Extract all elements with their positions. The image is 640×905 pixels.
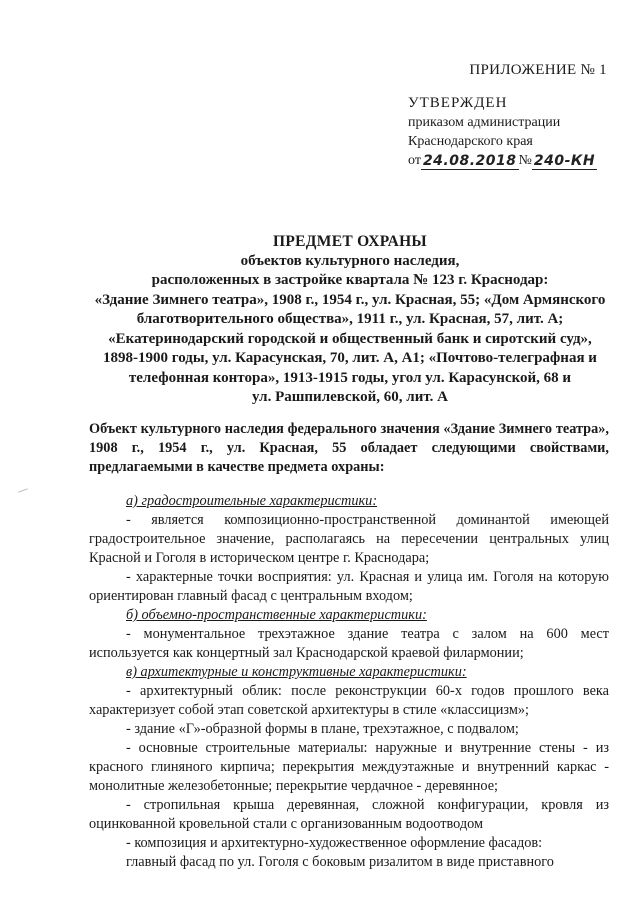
section-b-item: - монументальное трехэтажное здание театра с залом на 600 мест используется как концертный зал Краснодарской краевой филармонии; [89, 626, 609, 661]
lead-paragraph: Объект культурного наследия федерального значения «Здание Зимнего театра», 1908 г., 1954 г., ул. Красная, 55 обладает следующими свойствами, предлагаемыми в качестве предмета охраны: [89, 421, 609, 475]
section-c-item: - основные строительные материалы: наружные и внутренние стены - из красного глиняного кирпича; перекрытия междуэтажные и внутренний каркас - монолитные железобетонные; перекрытие чердачное - деревянное; [89, 740, 609, 794]
section-c-item: главный фасад по ул. Гоголя с боковым ризалитом в виде приставного [126, 854, 554, 870]
number-sign: № [518, 153, 532, 168]
title-line: телефонная контора», 1913-1915 годы, угол ул. Карасунской, 68 и [128, 369, 572, 386]
handwritten-number: 240-КН [533, 153, 596, 169]
section-c-item: - стропильная крыша деревянная, сложной конфигурации, кровля из оцинкованной кровельной стали с организованным водоотводом [89, 797, 609, 832]
section-a-heading: а) градостроительные характеристики: [126, 493, 378, 509]
title-line: «Екатеринодарский городской и общественный банк и сиротский суд», [108, 330, 592, 347]
section-c-item: - здание «Г»-образной формы в плане, трехэтажное, с подвалом; [126, 721, 519, 737]
section-c-item: - архитектурный облик: после реконструкции 60-х годов прошлого века характеризует собой этап советской архитектуры в стиле «классицизм»; [89, 683, 609, 718]
section-b-heading: б) объемно-пространственные характеристики: [126, 607, 427, 623]
section-c-item: - композиция и архитектурно-художественное оформление фасадов: [126, 835, 543, 851]
title-line: объектов культурного наследия, [240, 252, 460, 269]
approval-block [408, 94, 597, 170]
scan-mark [18, 488, 28, 492]
approved-title: УТВЕРЖДЕН [408, 95, 508, 111]
title-line: благотворительного общества», 1911 г., ул. Красная, 57, лит. А; [136, 311, 564, 327]
appendix-label: ПРИЛОЖЕНИЕ № 1 [469, 62, 607, 78]
date-prefix: от [408, 153, 421, 168]
title-line: «Здание Зимнего театра», 1908 г., 1954 г., ул. Красная, 55; «Дом Армянского [94, 291, 606, 308]
section-a-item: - характерные точки восприятия: ул. Красная и улица им. Гоголя на которую ориентирован главный фасад с центральным входом; [89, 569, 609, 604]
title-line: 1898-1900 годы, ул. Карасунская, 70, лит. А, А1; «Почтово-телеграфная и [103, 350, 597, 366]
approved-line-2: Краснодарского края [408, 134, 533, 149]
title-line: расположенных в застройке квартала № 123 г. Краснодар: [151, 272, 549, 288]
section-c-heading: в) архитектурные и конструктивные характеристики: [126, 664, 467, 680]
title-line: ул. Рашпилевской, 60, лит. А [252, 389, 448, 405]
approval-date-line [408, 151, 597, 170]
title-heading: ПРЕДМЕТ ОХРАНЫ [273, 233, 427, 250]
document-title [70, 232, 630, 408]
handwritten-date: 24.08.2018 [422, 153, 517, 169]
characteristics-list [89, 492, 609, 872]
approved-line-1: приказом администрации [408, 115, 561, 130]
section-a-item: - является композиционно-пространственной доминантой имеющей градостроительное значение, располагаясь на пересечении центральных улиц Красной и Гоголя в историческом центре г. Краснодара; [89, 512, 609, 566]
